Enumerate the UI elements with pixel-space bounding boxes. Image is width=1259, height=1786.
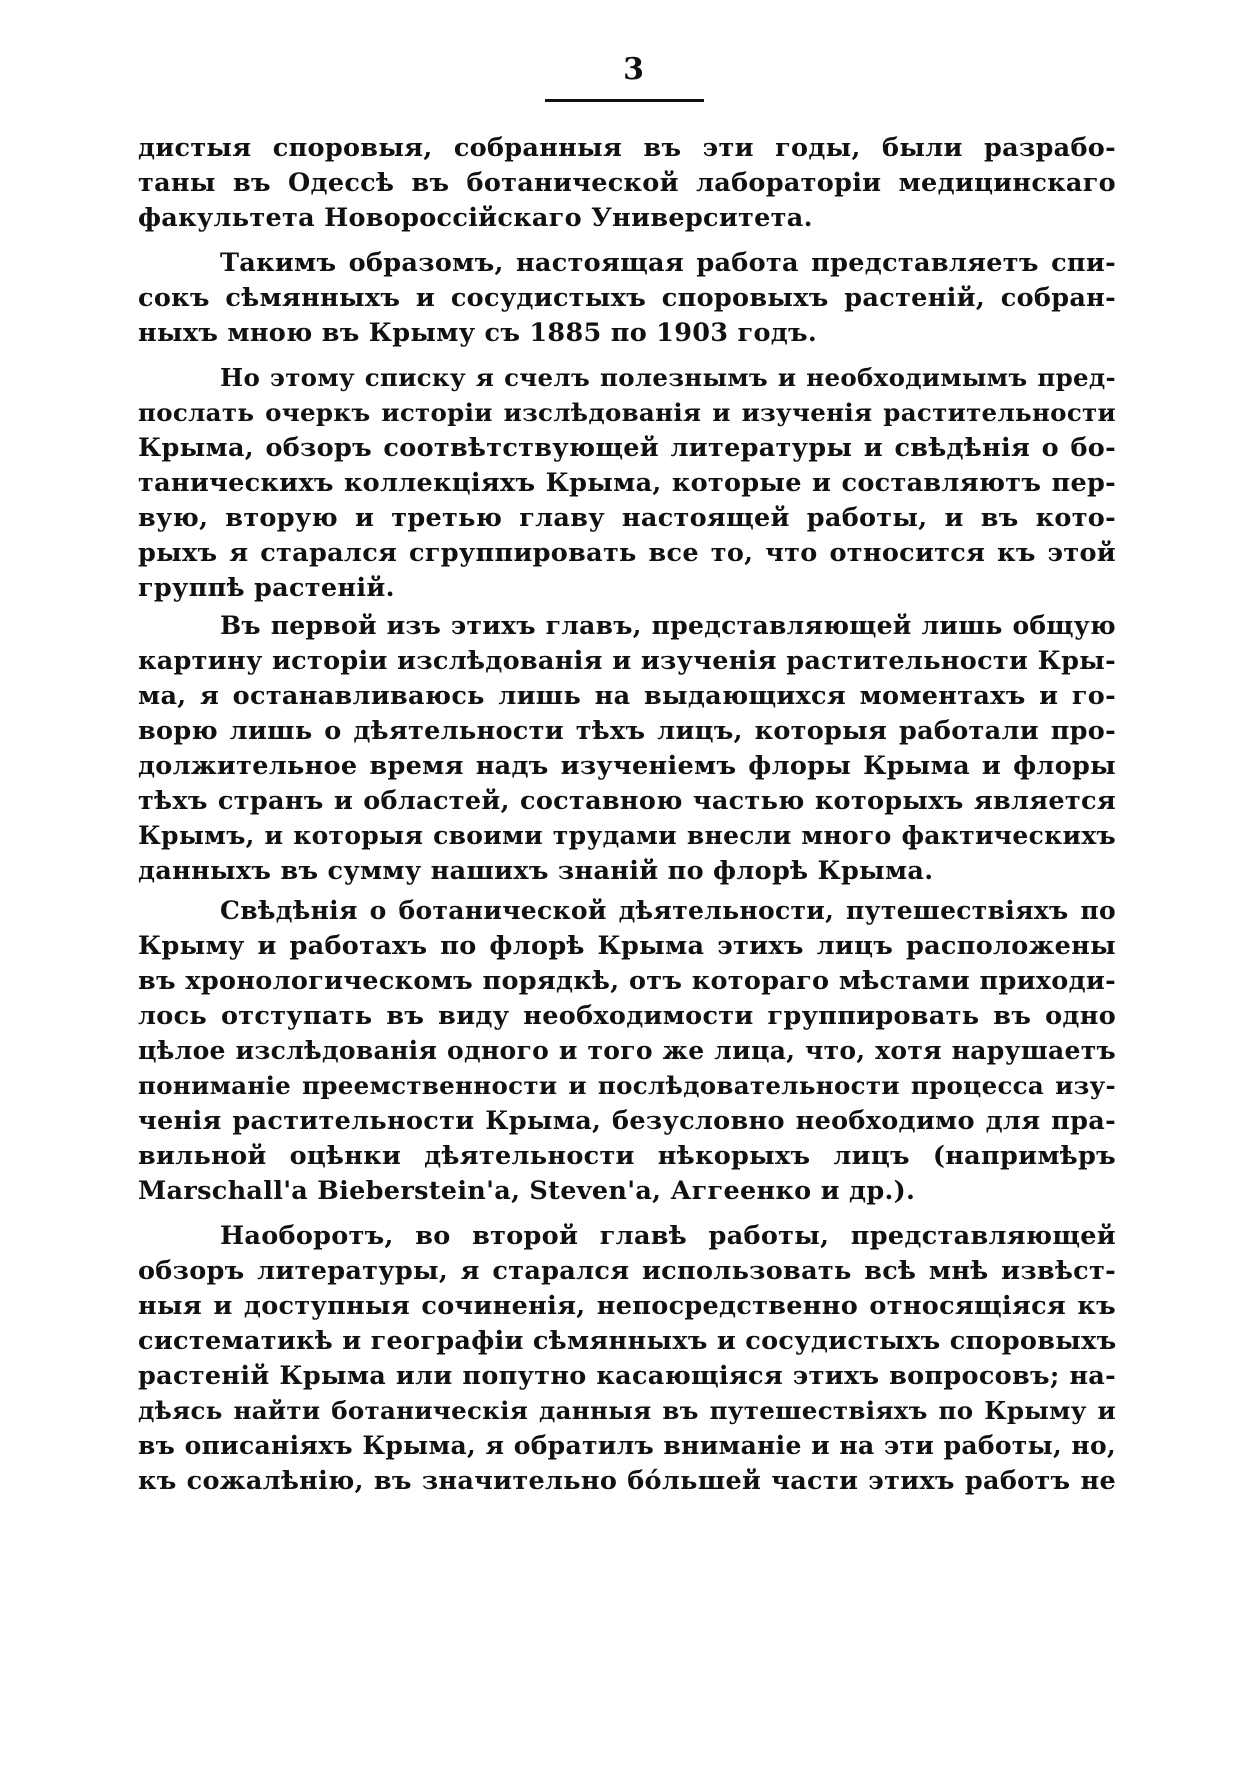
page-number-rule bbox=[545, 99, 704, 102]
text-line: дистыя споровыя, собранныя въ эти годы, были разрабо- bbox=[138, 133, 1116, 163]
text-line: вую, вторую и третью главу настоящей работы, и въ кото- bbox=[138, 503, 1116, 533]
text-line: Свѣдѣнія о ботанической дѣятельности, путешествіяхъ по bbox=[220, 896, 1116, 925]
text-line: систематикѣ и географіи сѣмянныхъ и сосудистыхъ споровыхъ bbox=[138, 1326, 1117, 1356]
text-line: ныя и доступныя сочиненія, непосредственно относящіяся къ bbox=[138, 1291, 1116, 1321]
text-line: Но этому списку я счелъ полезнымъ и необходимымъ пред- bbox=[220, 363, 1116, 392]
text-line: Крыму и работахъ по флорѣ Крыма этихъ лицъ расположены bbox=[138, 931, 1116, 961]
text-line: въ хронологическомъ порядкѣ, отъ котораго мѣстами приходи- bbox=[138, 966, 1116, 996]
text-line: Наоборотъ, во второй главѣ работы, представляющей bbox=[220, 1221, 1116, 1251]
page-number: 3 bbox=[623, 52, 644, 87]
text-line: тѣхъ странъ и областей, составною частью которыхъ является bbox=[138, 786, 1116, 816]
text-line: послать очеркъ исторіи изслѣдованія и изученія растительности bbox=[138, 398, 1116, 427]
text-line: таны въ Одессѣ въ ботанической лабораторіи медицинскаго bbox=[138, 168, 1116, 198]
text-line: дѣясь найти ботаническія данныя въ путешествіяхъ по Крыму и bbox=[138, 1396, 1116, 1425]
text-line: Крымъ, и которыя своими трудами внесли много фактическихъ bbox=[138, 821, 1116, 850]
text-line: сокъ сѣмянныхъ и сосудистыхъ споровыхъ растеній, собран- bbox=[138, 283, 1116, 313]
text-line: пониманіе преемственности и послѣдовательности процесса изу- bbox=[138, 1071, 1116, 1100]
text-line: картину исторіи изслѣдованія и изученія растительности Кры- bbox=[138, 646, 1116, 676]
text-line: обзоръ литературы, я старался использовать всѣ мнѣ извѣст- bbox=[138, 1256, 1116, 1286]
text-line: цѣлое изслѣдованія одного и того же лица, что, хотя нарушаетъ bbox=[138, 1036, 1116, 1065]
text-line: факультета Новороссійскаго Университета. bbox=[138, 203, 813, 233]
text-line: лось отступать въ виду необходимости группировать въ одно bbox=[138, 1001, 1116, 1031]
text-line: таническихъ коллекціяхъ Крыма, которые и составляютъ пер- bbox=[138, 468, 1116, 498]
text-line: Marschall'a Bieberstein'a, Steven'a, Аггеенко и др.). bbox=[138, 1176, 916, 1206]
text-line: въ описаніяхъ Крыма, я обратилъ вниманіе и на эти работы, но, bbox=[138, 1431, 1116, 1460]
text-line: данныхъ въ сумму нашихъ знаній по флорѣ Крыма. bbox=[138, 856, 934, 886]
text-line: Крыма, обзоръ соотвѣтствующей литературы и свѣдѣнія о бо- bbox=[138, 433, 1116, 463]
text-line: ныхъ мною въ Крыму съ 1885 по 1903 годъ. bbox=[138, 318, 818, 348]
text-line: ворю лишь о дѣятельности тѣхъ лицъ, которыя работали про- bbox=[138, 716, 1116, 746]
text-line: вильной оцѣнки дѣятельности нѣкорыхъ лицъ (напримѣръ bbox=[138, 1141, 1116, 1171]
text-line: ма, я останавливаюсь лишь на выдающихся моментахъ и го- bbox=[138, 681, 1116, 711]
text-line: Такимъ образомъ, настоящая работа представляетъ спи- bbox=[220, 248, 1116, 278]
text-line: рыхъ я старался сгруппировать все то, что относится къ этой bbox=[138, 538, 1116, 568]
text-line: ченія растительности Крыма, безусловно необходимо для пра- bbox=[138, 1106, 1116, 1136]
text-line: Въ первой изъ этихъ главъ, представляющей лишь общую bbox=[220, 611, 1116, 640]
text-line: группѣ растеній. bbox=[138, 573, 395, 603]
text-line: къ сожалѣнію, въ значительно бо́льшей части этихъ работъ не bbox=[138, 1466, 1116, 1496]
text-line: растеній Крыма или попутно касающіяся этихъ вопросовъ; на- bbox=[138, 1361, 1116, 1391]
text-line: должительное время надъ изученіемъ флоры Крыма и флоры bbox=[138, 751, 1116, 781]
